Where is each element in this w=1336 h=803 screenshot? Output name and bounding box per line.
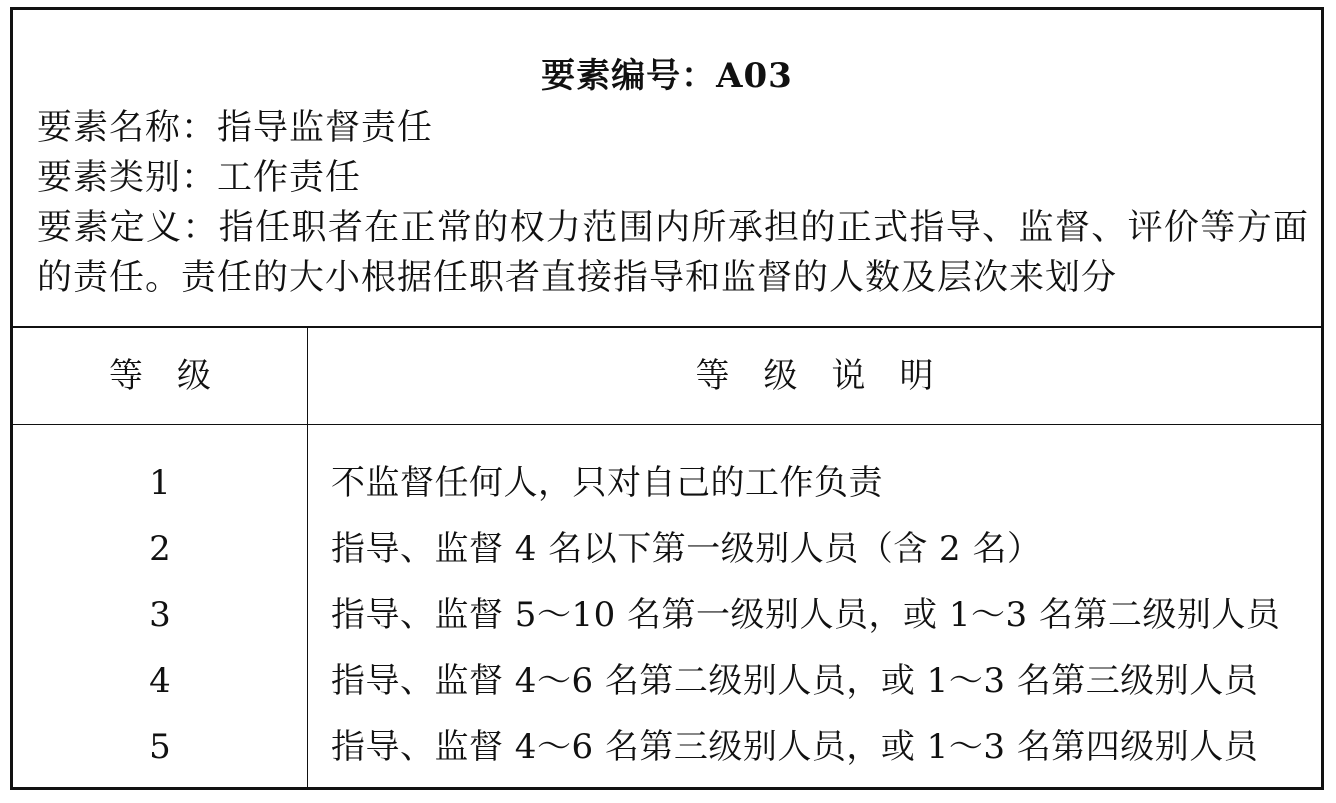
level-description: 不监督任何人，只对自己的工作负责: [331, 463, 883, 503]
table-header-row: [13, 328, 1321, 425]
element-type: 要素类别：工作责任: [37, 158, 362, 198]
level-number: 4: [149, 661, 171, 701]
level-table-body: [13, 450, 1321, 780]
level-description: 指导、监督 5～10 名第一级别人员，或 1～3 名第二级别人员: [331, 595, 1281, 635]
level-description: 指导、监督 4 名以下第一级别人员（含 2 名）: [331, 529, 1042, 569]
element-name: 要素名称：指导监督责任: [37, 108, 434, 148]
level-number: 5: [149, 727, 171, 767]
level-number: 1: [149, 463, 171, 503]
table-row: [13, 648, 1321, 714]
level-description: 指导、监督 4～6 名第三级别人员，或 1～3 名第四级别人员: [331, 727, 1259, 767]
level-number: 3: [149, 595, 171, 635]
element-card: [10, 7, 1324, 790]
level-description: 指导、监督 4～6 名第二级别人员，或 1～3 名第三级别人员: [331, 661, 1259, 701]
table-row: [13, 450, 1321, 516]
column-header-level: 等级: [109, 356, 245, 396]
table-row: [13, 714, 1321, 780]
element-code: 要素编号：A03: [541, 56, 793, 96]
table-row: [13, 582, 1321, 648]
column-header-description: 等级说明: [695, 356, 968, 396]
element-header: [13, 10, 1321, 328]
level-number: 2: [149, 529, 171, 569]
table-row: [13, 516, 1321, 582]
element-definition: 要素定义：指任职者在正常的权力范围内所承担的正式指导、监督、评价等方面的责任。责任的大小根据任职者直接指导和监督的人数及层次来划分: [37, 208, 1309, 298]
